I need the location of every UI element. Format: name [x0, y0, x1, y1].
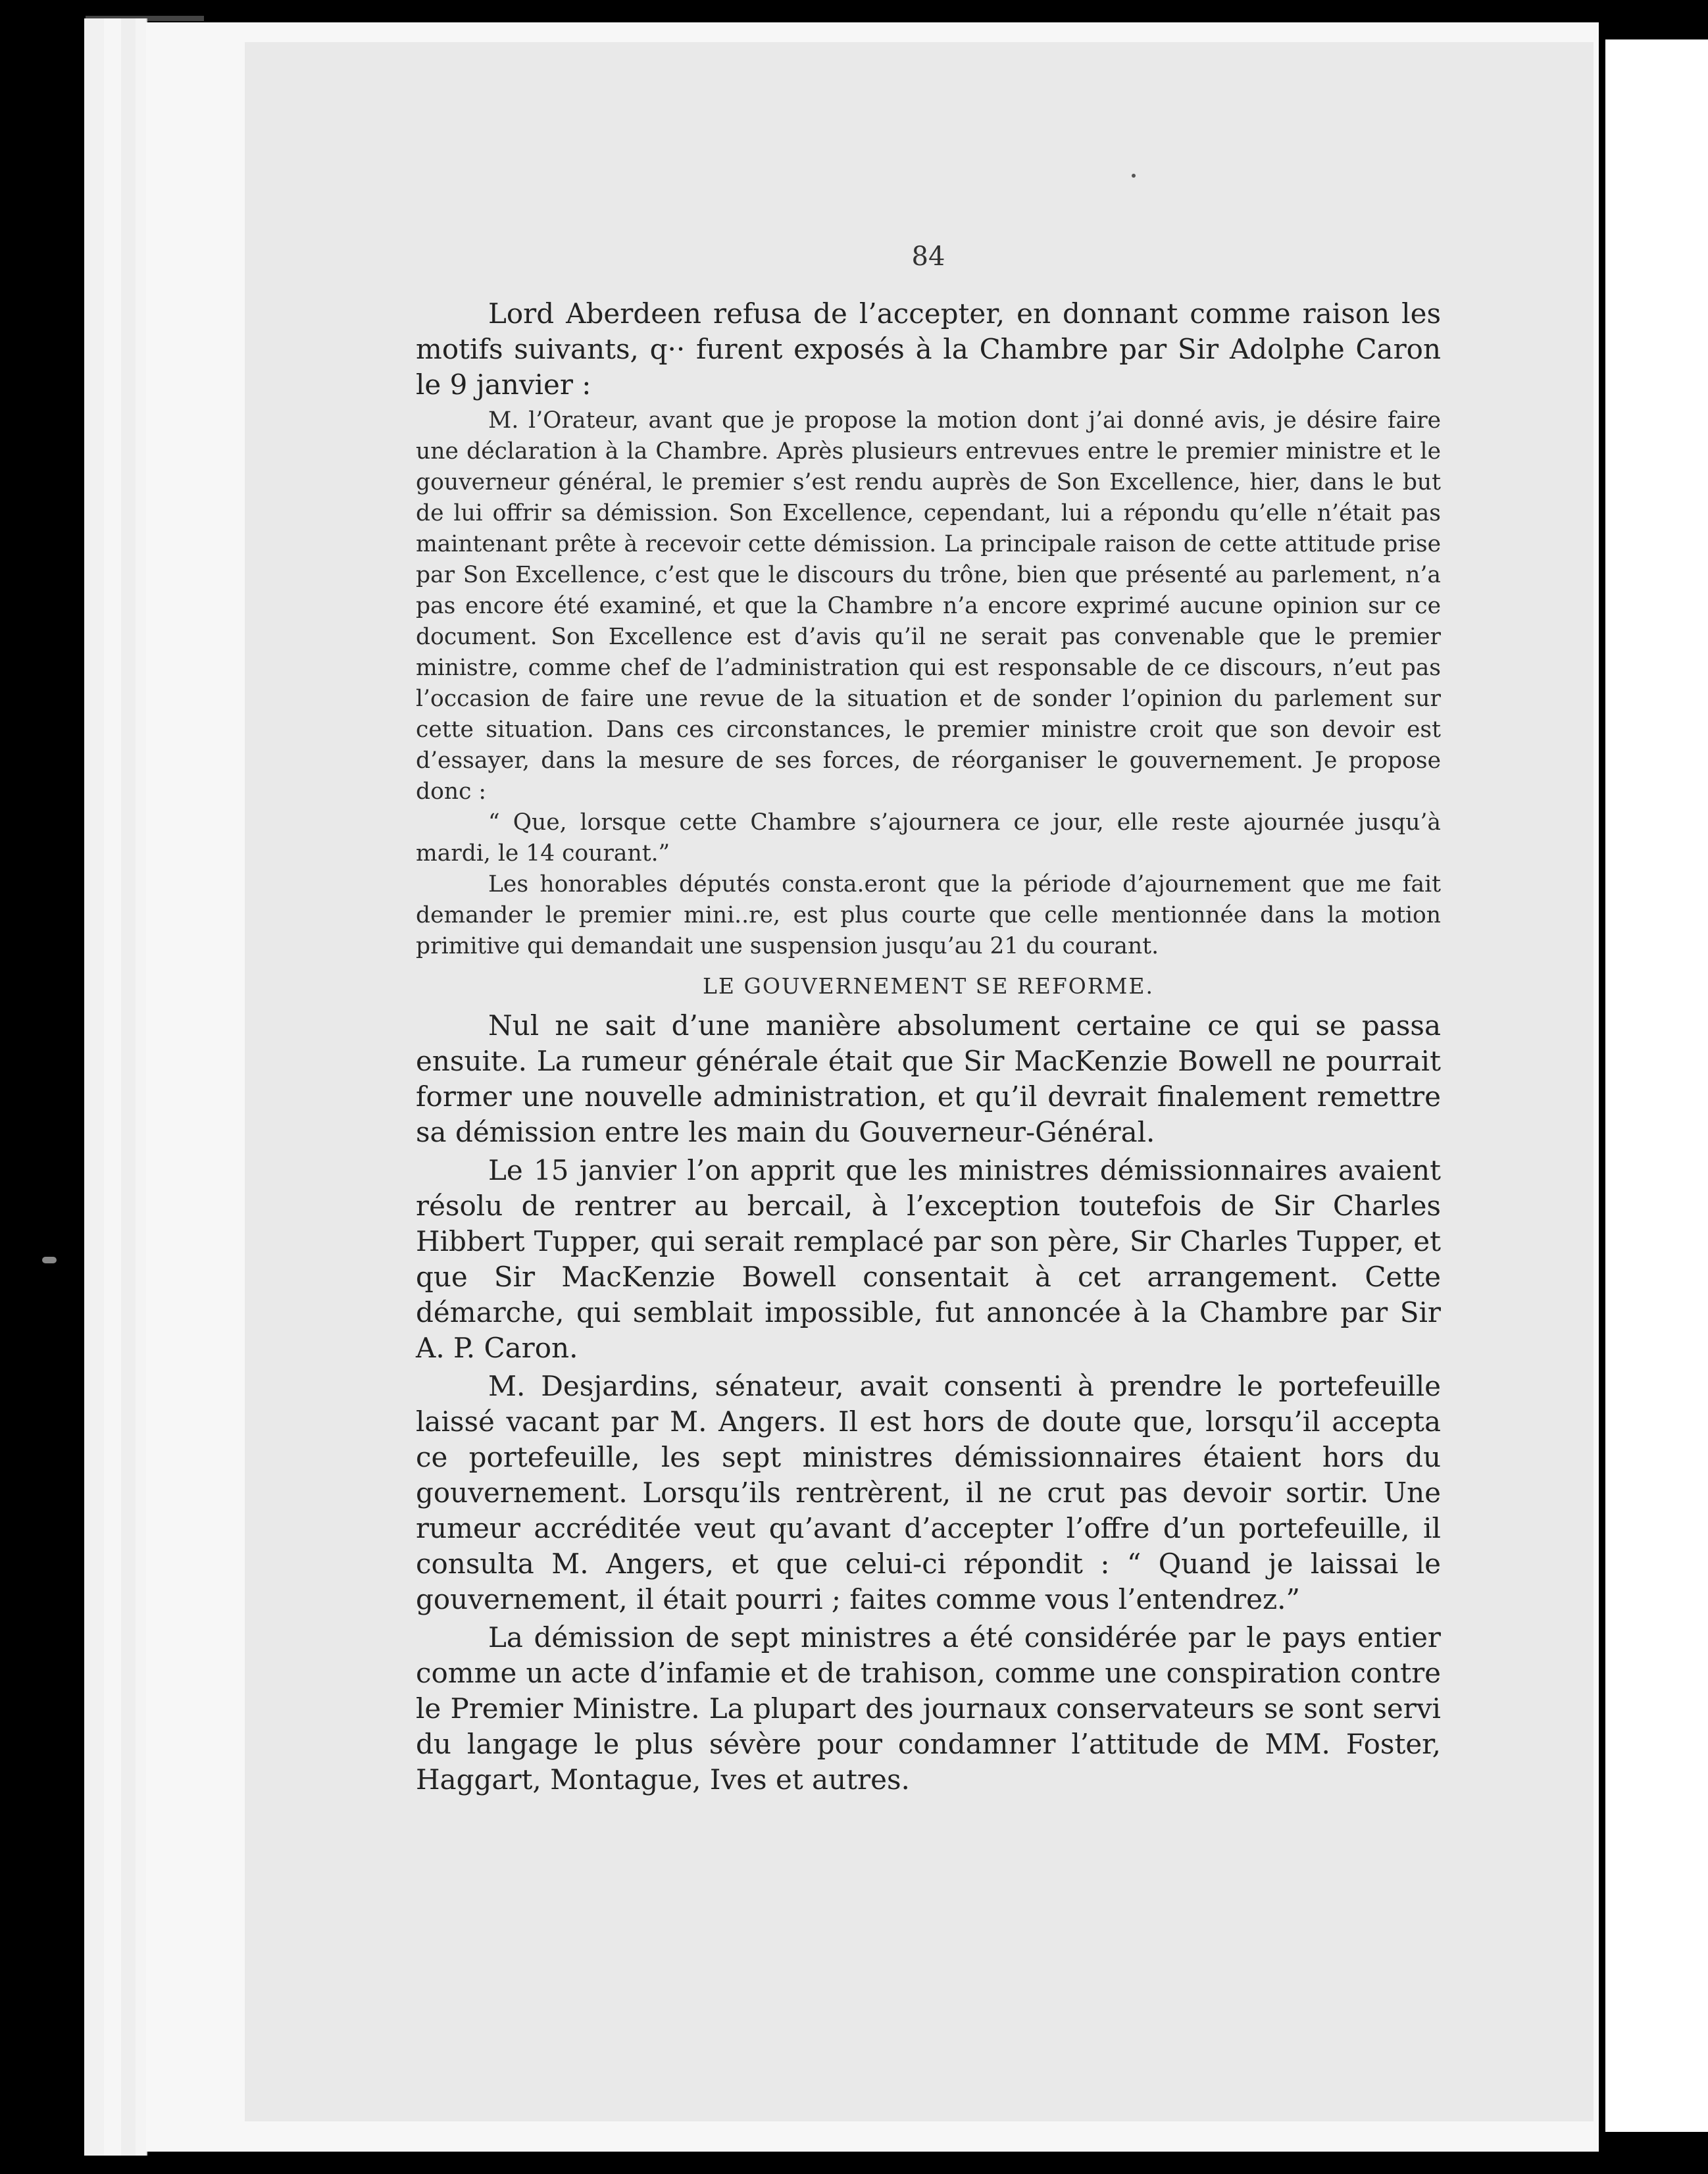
paragraph: Le 15 janvier l’on apprit que les ministres démissionnaires avaient résolu de rentrer au bercail, à l’exception toutefois de Sir Charles Hibbert Tupper, qui serait remplacé par son père, Sir Charles Tupper, et que Sir MacKenzie Bowell consentait à cet arrangement. Cette démarche, qui semblait impossible, fut annoncée à la Chambre par Sir A. P. Caron.	[416, 1154, 1441, 1364]
page-text	[416, 237, 1441, 1800]
paragraph: Nul ne sait d’une manière absolument certaine ce qui se passa ensuite. La rumeur générale était que Sir MacKenzie Bowell ne pourrait former une nouvelle administration, et qu’il devrait finalement remettre sa démission entre les main du Gouverneur-Général.	[416, 1009, 1441, 1148]
page-edge	[104, 18, 122, 2156]
next-page-edge	[1605, 39, 1708, 2132]
paragraph: M. Desjardins, sénateur, avait consenti à prendre le portefeuille laissé vacant par M. Angers. Il est hors de doute que, lorsqu’il accepta ce portefeuille, les sept ministres démissionnaires étaient hors du gouvernement. Lorsqu’ils rentrèrent, il ne crut pas devoir sortir. Une rumeur accréditée veut qu’avant d’accepter l’offre d’un portefeuille, il consulta M. Angers, et que celui-ci répondit : “ Quand je laissai le gouvernement, il était pourri ; faites comme vous l’entendrez.”	[416, 1370, 1441, 1615]
paragraph: Lord Aberdeen refusa de l’accepter, en donnant comme raison les motifs suivants, q·· furent exposés à la Chambre par Sir Adolphe Caron le 9 janvier :	[416, 297, 1441, 401]
page-edge	[121, 18, 137, 2156]
page-edge	[84, 18, 105, 2156]
paragraph: La démission de sept ministres a été considérée par le pays entier comme un acte d’infamie et de trahison, comme une conspiration contre le Premier Ministre. La plupart des journaux conservateurs se sont servi du langage le plus sévère pour condamner l’attitude de MM. Foster, Haggart, Montague, Ives et autres.	[416, 1621, 1441, 1796]
margin-smudge	[42, 1257, 57, 1263]
dust-speck	[1132, 174, 1136, 178]
page-number: 84	[911, 241, 945, 272]
section-heading: LE GOUVERNEMENT SE REFORME.	[703, 973, 1154, 999]
quoted-speech-continued: Les honorables députés consta.eront que la période d’ajournement que me fait demander le premier mini..re, est plus courte que celle mentionnée dans la motion primitive qui demandait une suspension jusqu’au 21 du courant.	[416, 871, 1441, 959]
quoted-motion: “ Que, lorsque cette Chambre s’ajournera ce jour, elle reste ajournée jusqu’à mardi, le 14 courant.”	[416, 809, 1441, 867]
quoted-speech: M. l’Orateur, avant que je propose la motion dont j’ai donné avis, je désire faire une déclaration à la Chambre. Après plusieurs entrevues entre le premier ministre et le gouverneur général, le premier s’est rendu auprès de Son Excellence, hier, dans le but de lui offrir sa démission. Son Excellence, cependant, lui a répondu qu’elle n’était pas maintenant prête à recevoir cette démission. La principale raison de cette attitude prise par Son Excellence, c’est que le discours du trône, bien que présenté au parlement, n’a pas encore été examiné, et que la Chambre n’a encore exprimé aucune opinion sur ce document. Son Excellence est d’avis qu’il ne serait pas convenable que le premier ministre, comme chef de l’administration qui est responsable de ce discours, n’eut pas l’occasion de faire une revue de la situation et de sonder l’opinion du parlement sur cette situation. Dans ces circonstances, le premier ministre croit que son devoir est d’essayer, dans la mesure de ses forces, de réorganiser le gouvernement. Je propose donc :	[416, 407, 1441, 805]
